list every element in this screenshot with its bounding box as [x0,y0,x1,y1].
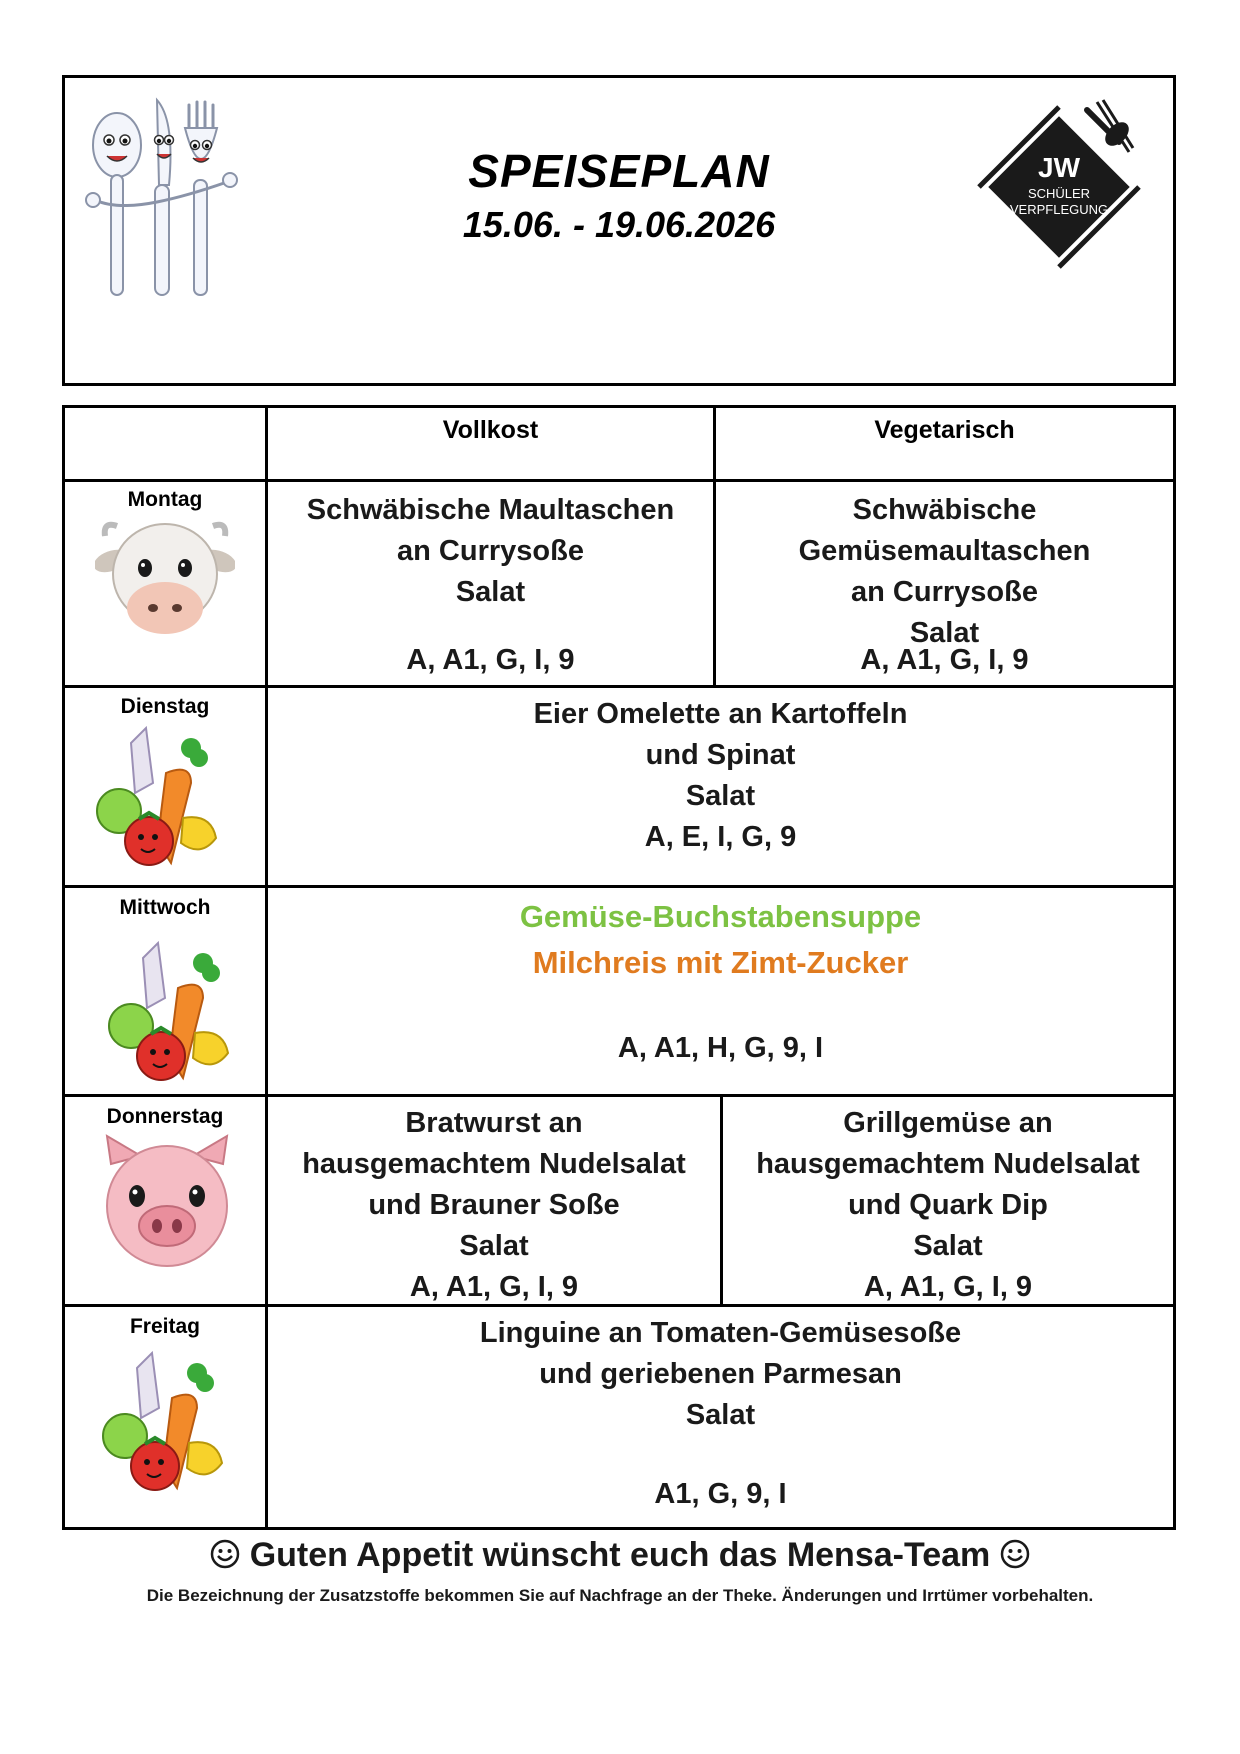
menu-table [62,405,1176,1530]
donnerstag-vegetarisch-dish [723,1103,1173,1308]
day-label-mittwoch: Mittwoch [119,896,211,919]
greeting-text: Guten Appetit wünscht euch das Mensa-Team [249,1536,991,1574]
freitag-line-1: Linguine an Tomaten-Gemüsesoße [479,1317,962,1349]
vegetables-icon [103,938,233,1088]
day-label-donnerstag: Donnerstag [106,1105,224,1128]
donnerstag-vollkost-line-2: hausgemachtem Nudelsalat [302,1148,686,1180]
freitag-dish [268,1313,1173,1436]
montag-vegetarisch-line-2: Gemüsemaultaschen [798,535,1091,567]
donnerstag-vegetarisch-line-5: A, A1, G, I, 9 [863,1271,1033,1303]
freitag-allergens: A1, G, 9, I [654,1478,787,1510]
cow-icon [95,516,235,646]
montag-vegetarisch-line-3: an Currysoße [851,576,1038,608]
dienstag-dish [268,694,1173,858]
column-header-vegetarisch: Vegetarisch [874,416,1015,444]
mittwoch-dish [268,894,1173,986]
donnerstag-vollkost-line-1: Bratwurst an [405,1107,583,1139]
donnerstag-vegetarisch-line-1: Grillgemüse an [843,1107,1053,1139]
donnerstag-vegetarisch-line-4: Salat [913,1230,983,1262]
page-title: SPEISEPLAN [468,145,770,197]
day-label-dienstag: Dienstag [120,695,210,718]
dienstag-line-3: Salat [685,780,756,812]
jw-logo [969,92,1149,282]
column-header-vollkost: Vollkost [442,416,539,444]
donnerstag-vollkost-line-3: und Brauner Soße [368,1189,620,1221]
montag-vegetarisch-dish [716,490,1173,654]
freitag-line-3: Salat [685,1399,756,1431]
montag-vollkost-line-2: an Currysoße [397,535,584,567]
donnerstag-vegetarisch-line-2: hausgemachtem Nudelsalat [756,1148,1140,1180]
logo-line1: SCHÜLER [1027,186,1091,201]
mittwoch-main: Milchreis mit Zimt-Zucker [532,945,909,980]
donnerstag-vollkost-dish [268,1103,720,1308]
smiley-icon [1000,1539,1030,1569]
logo-initials: JW [1038,152,1080,183]
freitag-line-2: und geriebenen Parmesan [539,1358,902,1390]
donnerstag-vollkost-line-4: Salat [459,1230,529,1262]
disclaimer-text: Die Bezeichnung der Zusatzstoffe bekommen Sie auf Nachfrage an der Theke. Änderungen und Irrtümer vorbehalten. [146,1586,1094,1605]
dienstag-line-4: A, E, I, G, 9 [644,821,797,853]
date-range: 15.06. - 19.06.2026 [462,204,776,245]
header-box [62,75,1176,386]
greeting-line [0,1536,1240,1575]
day-label-montag: Montag [127,488,203,511]
montag-vegetarisch-line-4: Salat [909,617,980,649]
donnerstag-vollkost-line-5: A, A1, G, I, 9 [409,1271,579,1303]
vegetables-icon [91,723,221,873]
day-label-freitag: Freitag [129,1315,200,1338]
vegetables-icon [97,1348,227,1498]
logo-line2: VERPFLEGUNG [1009,202,1109,217]
smiley-icon [210,1539,240,1569]
montag-vollkost-line-3: Salat [455,576,526,608]
montag-vegetarisch-line-1: Schwäbische [852,494,1037,526]
mittwoch-soup: Gemüse-Buchstabensuppe [519,899,922,934]
montag-vollkost-line-1: Schwäbische Maultaschen [306,494,675,526]
montag-vegetarisch-allergens: A, A1, G, I, 9 [860,644,1029,676]
dienstag-line-2: und Spinat [645,739,796,771]
mittwoch-allergens: A, A1, H, G, 9, I [617,1032,824,1064]
montag-vollkost-dish [268,490,713,613]
montag-vollkost-allergens: A, A1, G, I, 9 [406,644,575,676]
pig-icon [97,1134,237,1274]
dienstag-line-1: Eier Omelette an Kartoffeln [533,698,908,730]
donnerstag-vegetarisch-line-3: und Quark Dip [848,1189,1048,1221]
